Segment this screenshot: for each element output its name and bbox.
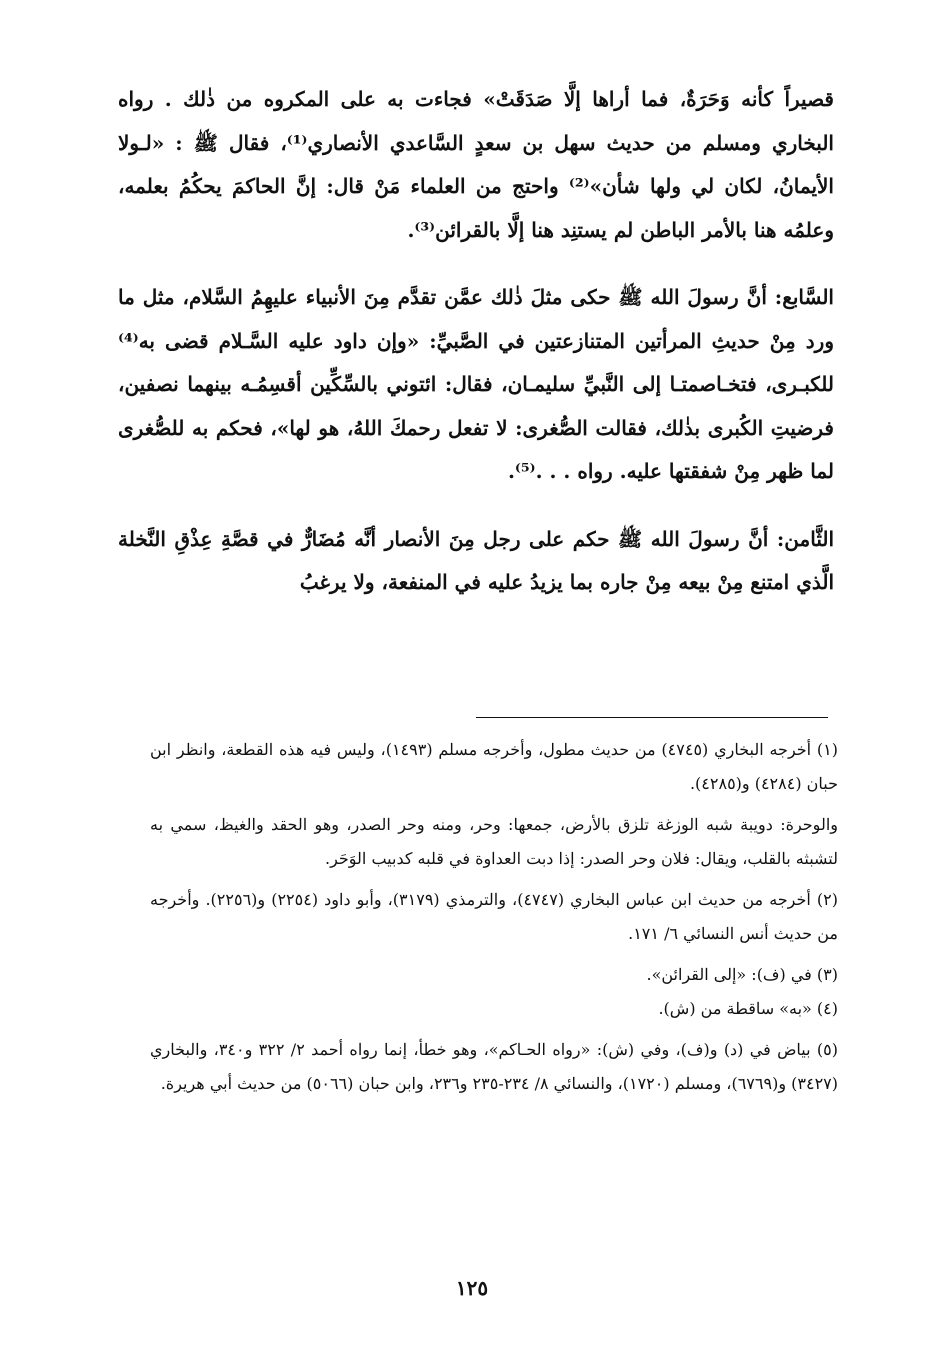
paragraph-eighth: الثَّامن: أنَّ رسولَ الله ﷺ حكم على رجل مِنَ الأنصار أنَّه مُضَارٌّ في قصَّةِ عِذْقِ النَّخلة الَّذي امتنع مِنْ بيعه مِنْ جاره بما يزيدُ عليه في المنفعة، ولا يرغبُ xyxy=(118,526,834,594)
page-number: ١٢٥ xyxy=(455,1276,489,1300)
footnotes xyxy=(150,733,838,1108)
main-text xyxy=(118,78,834,629)
footnote-1: (١) أخرجه البخاري (٤٧٤٥) من حديث مطول، وأخرجه مسلم (١٤٩٣)، وليس فيه هذه القطعة، وانظر ابن حبان (٤٢٨٤) و(٤٢٨٥). xyxy=(150,740,838,793)
footnote-2: (٢) أخرجه من حديث ابن عباس البخاري (٤٧٤٧)، والترمذي (٣١٧٩)، وأبو داود (٢٢٥٤) و(٢٢٥٦). وأخرجه من حديث أنس النسائي ٦/ ١٧١. xyxy=(150,890,839,943)
footnote-divider xyxy=(476,717,828,718)
footnote-3: (٣) في (ف): «إلى القرائن». xyxy=(646,965,838,984)
paragraph-seventh: السَّابع: أنَّ رسولَ الله ﷺ حكى مثلَ ذٰلك عمَّن تقدَّم مِنَ الأنبياء عليهِمُ السَّلام، مثل ما ورد مِنْ حديثِ المرأتين المتنازعتين في الصَّبيِّ: «وإن داود عليه السَّـلام قضى به⁽⁴⁾ للكبـرى، فتخـاصمتـا إلى النَّبيِّ سليمـان، فقال: ائتوني بالسِّكِّين أقسِمُـه بينهما نصفين، فرضيتِ الكُبرى بذٰلك، فقالت الصُّغرى: لا تفعل رحمكَ اللهُ، هو لها»، فحكم به للصُّغرى لما ظهر مِنْ شفقتها عليه. رواه . . .⁽⁵⁾. xyxy=(118,285,834,483)
footnote-5: (٥) بياض في (د) و(ف)، وفي (ش): «رواه الحـاكم»، وهو خطأ، إنما رواه أحمد ٢/ ٣٢٢ و٣٤٠، والبخاري (٣٤٢٧) و(٦٧٦٩)، ومسلم (١٧٢٠)، والنسائي ٨/ ٢٣٤-٢٣٥ و٢٣٦، وابن حبان (٥٠٦٦) من حديث أبي هريرة. xyxy=(150,1040,839,1093)
footnote-1-gloss: والوحرة: دويبة شبه الوزغة تلزق بالأرض، جمعها: وحر، ومنه وحر الصدر، وهو الحقد والغيظ، سمي به لتشبثه بالقلب، ويقال: فلان وحر الصدر: إذا دبت العداوة في قلبه كدبيب الوَحَر. xyxy=(150,815,838,868)
footnote-4: (٤) «به» ساقطة من (ش). xyxy=(658,999,838,1018)
paragraph-continuation: قصيراً كأنه وَحَرَةٌ، فما أراها إلَّا صَدَقَتْ» فجاءت به على المكروه من ذٰلك . رواه البخاري ومسلم من حديث سهل بن سعدٍ السَّاعدي الأنصاري⁽¹⁾، فقال ﷺ : «لـولا الأيمانُ، لكان لي ولها شأن»⁽²⁾ واحتج من العلماء مَنْ قال: إنَّ الحاكمَ يحكُمُ بعلمه، وعلمُه هنا بالأمر الباطن لم يستنِد هنا إلَّا بالقرائن⁽³⁾. xyxy=(118,87,834,242)
